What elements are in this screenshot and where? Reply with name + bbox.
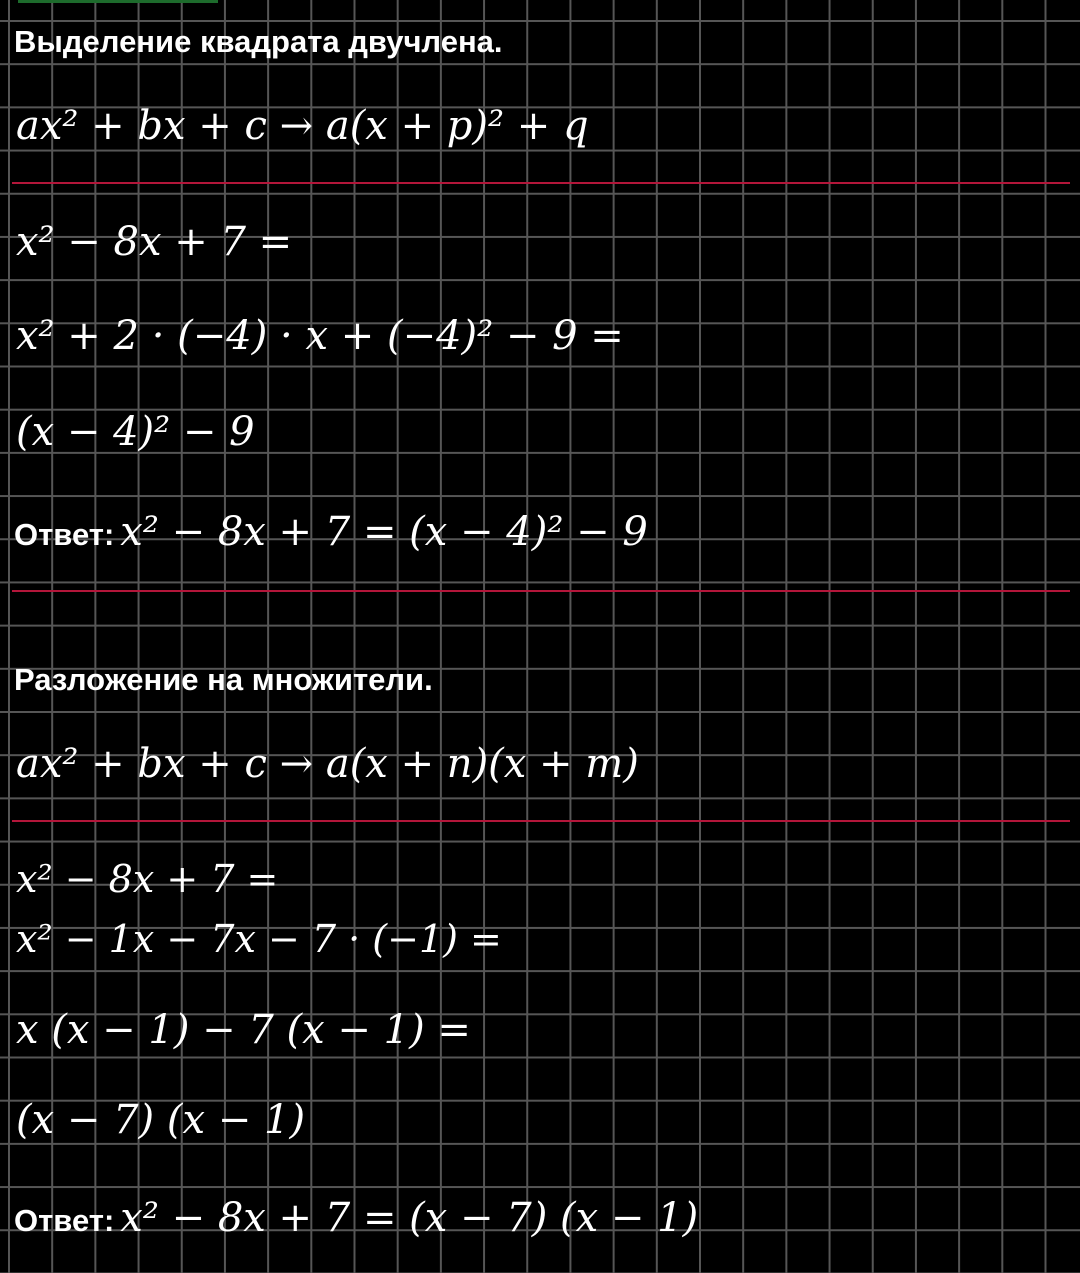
section2-title: Разложение на множители. (14, 662, 433, 697)
section2-answer-label: Ответ: (14, 1203, 115, 1238)
section2-formula: ax² + bx + c → a(x + n)(x + m) (16, 741, 639, 787)
section2-step-4: (x − 7) (x − 1) (16, 1097, 306, 1143)
section1-formula: ax² + bx + c → a(x + p)² + q (16, 103, 589, 149)
section1-answer-label: Ответ: (14, 517, 115, 552)
section2-answer-math: x² − 8x + 7 = (x − 7) (x − 1) (120, 1195, 699, 1241)
section1-title: Выделение квадрата двучлена. (14, 24, 503, 59)
section2-step-3: x (x − 1) − 7 (x − 1) = (16, 1007, 471, 1053)
section1-answer (14, 509, 648, 555)
section1-step-1: x² − 8x + 7 = (16, 219, 293, 265)
section2-formula-divider (12, 820, 1070, 822)
section1-formula-divider (12, 182, 1070, 184)
section2-step-1: x² − 8x + 7 = (16, 857, 279, 901)
top-accent-bar (18, 0, 218, 3)
section1-answer-math: x² − 8x + 7 = (x − 4)² − 9 (120, 509, 648, 555)
section2-answer (14, 1195, 699, 1241)
section1-step-3: (x − 4)² − 9 (16, 409, 255, 455)
section-divider (12, 590, 1070, 592)
section1-step-2: x² + 2 · (−4) · x + (−4)² − 9 = (16, 313, 624, 359)
section2-step-2: x² − 1x − 7x − 7 · (−1) = (16, 917, 502, 961)
